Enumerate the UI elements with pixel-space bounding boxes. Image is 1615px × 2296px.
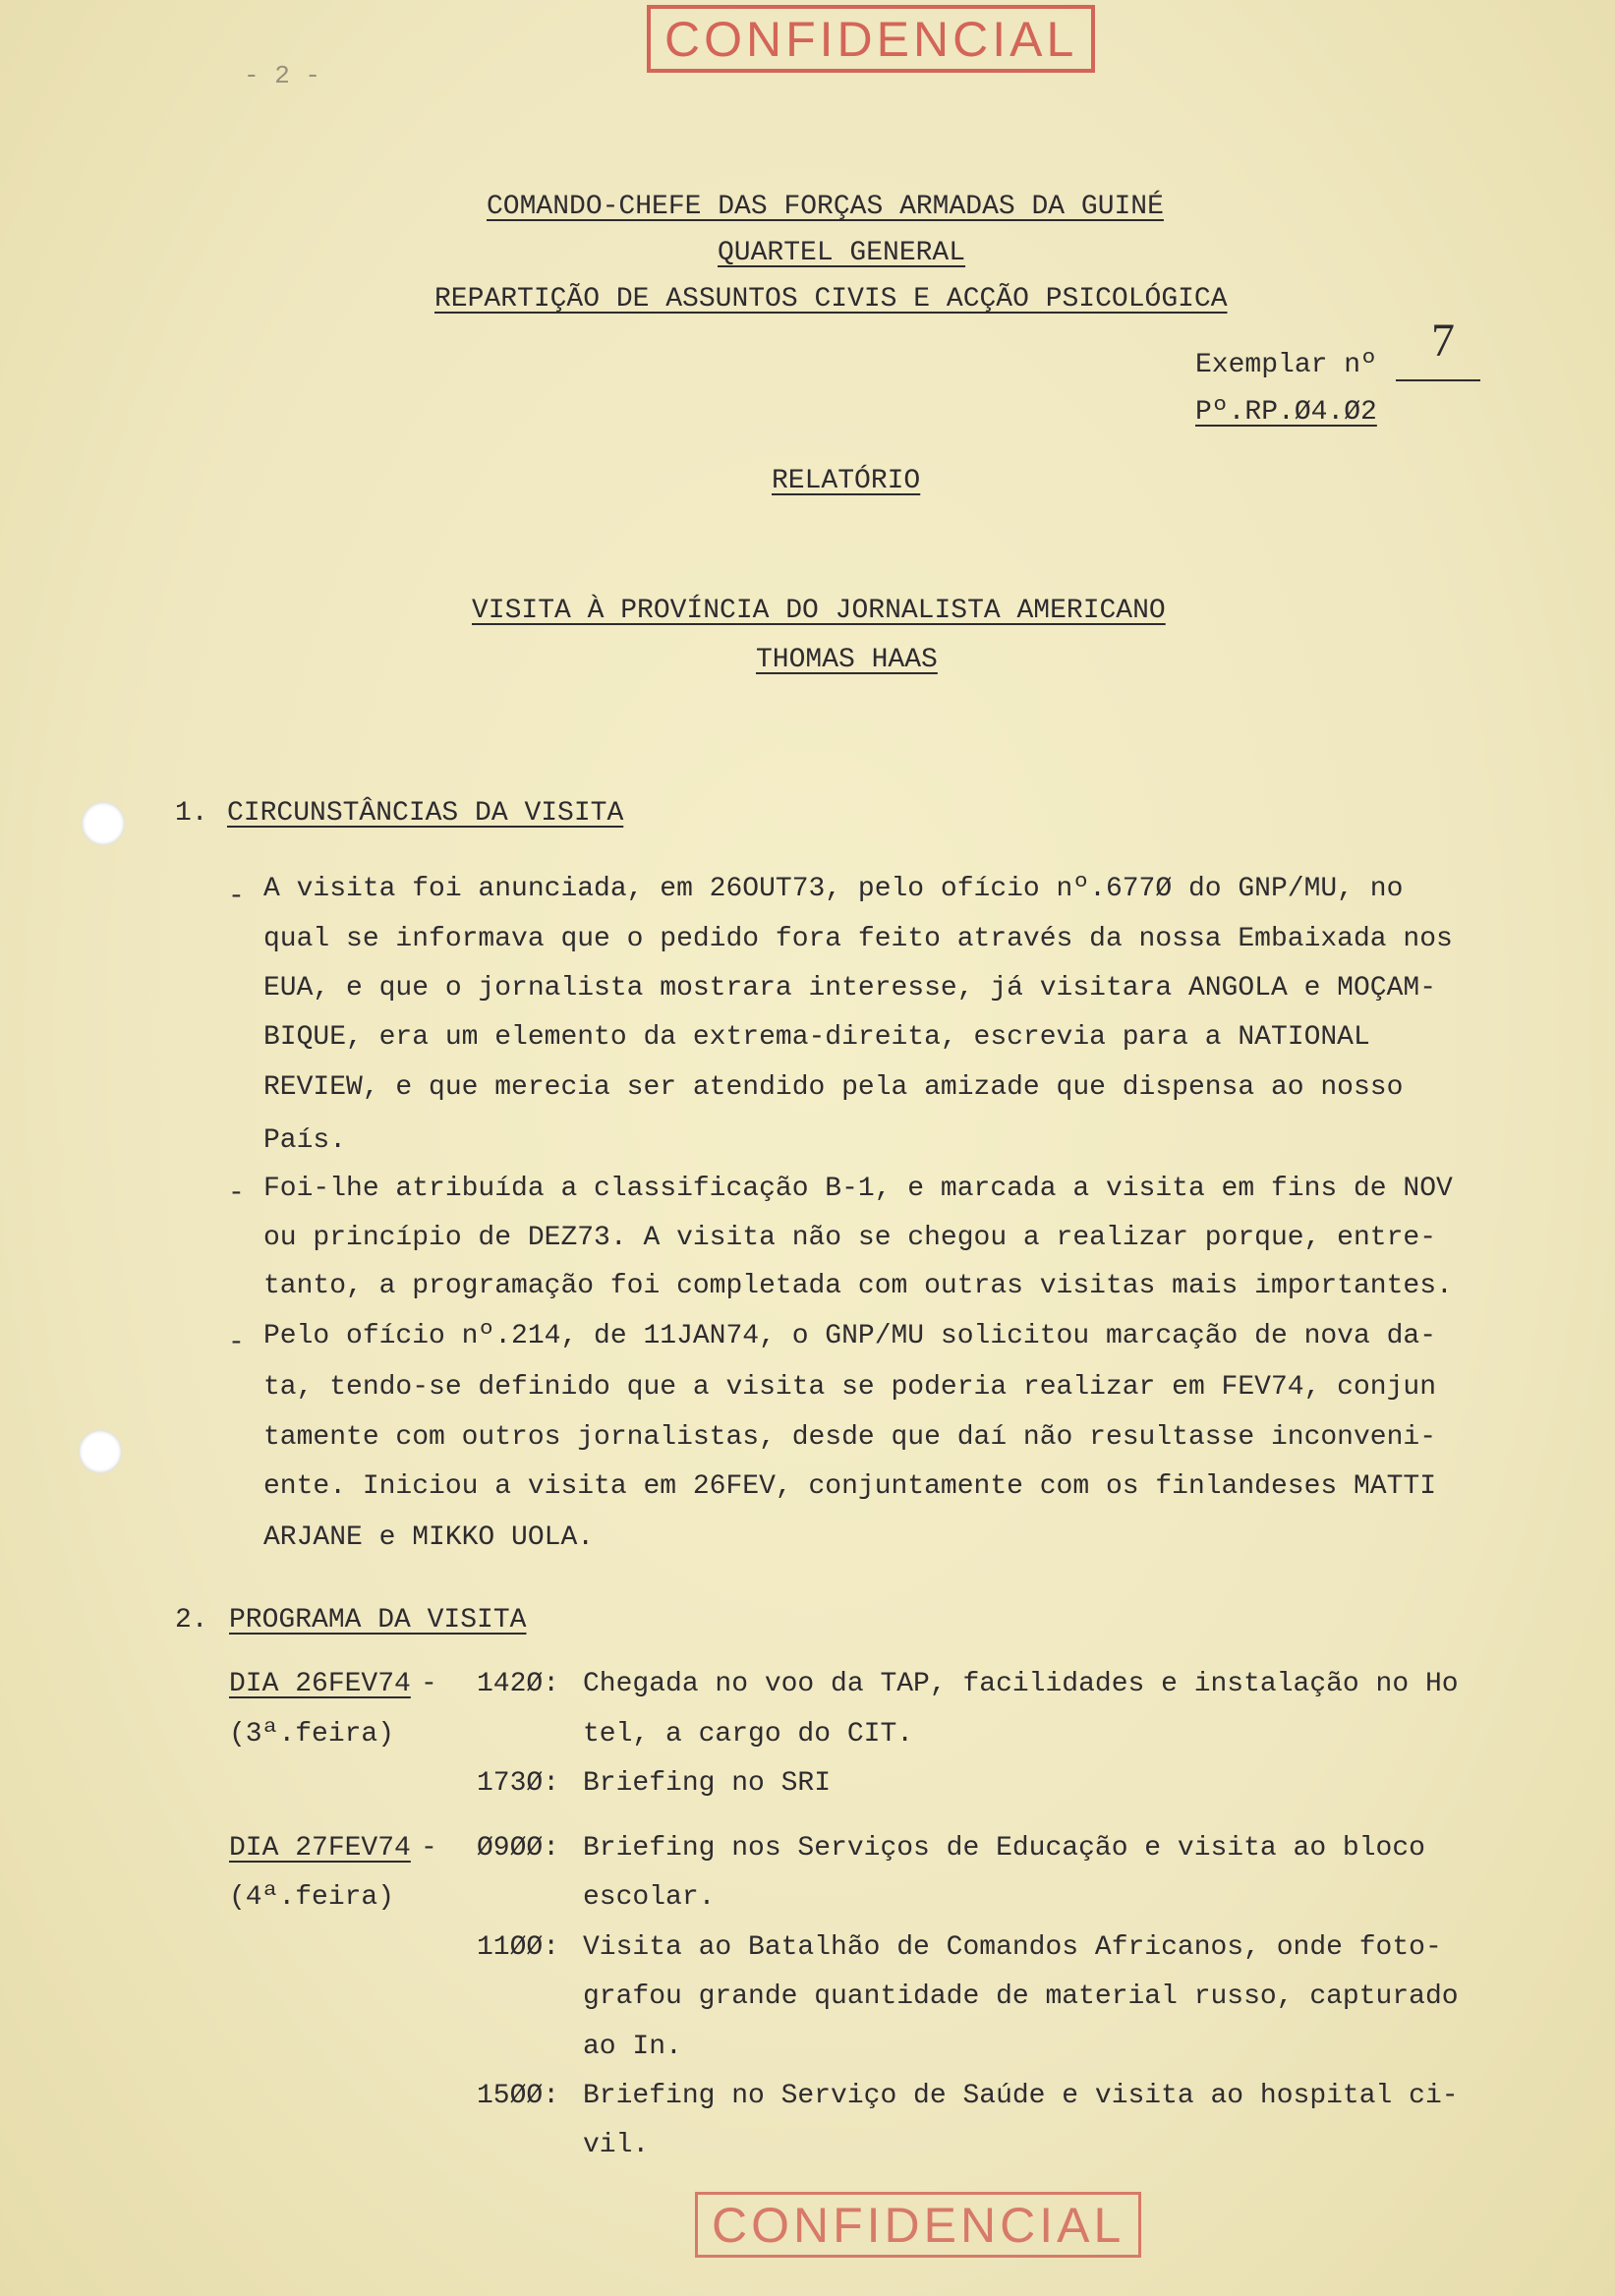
paragraph-line: qual se informava que o pedido fora feito através da nossa Embaixada nos xyxy=(263,924,1453,954)
paragraph-line: Foi-lhe atribuída a classificação B-1, e marcada a visita em fins de NOV xyxy=(263,1174,1453,1204)
document-title: VISITA À PROVÍNCIA DO JORNALISTA AMERICANO xyxy=(472,596,1166,626)
document-subtitle: THOMAS HAAS xyxy=(756,645,938,675)
section-2-number: 2. xyxy=(175,1605,208,1636)
paragraph-line: ente. Iniciou a visita em 26FEV, conjuntamente com os finlandeses MATTI xyxy=(263,1471,1436,1502)
event-line: tel, a cargo do CIT. xyxy=(583,1719,914,1750)
event-line: escolar. xyxy=(583,1882,716,1913)
punch-hole-bottom xyxy=(79,1430,122,1473)
paragraph-2-dash: - xyxy=(228,1178,245,1209)
confidential-stamp-top: CONFIDENCIAL xyxy=(647,5,1095,73)
paragraph-line: EUA, e que o jornalista mostrara interesse, já visitara ANGOLA e MOÇAM- xyxy=(263,973,1436,1004)
event-time: Ø9ØØ: xyxy=(477,1833,560,1864)
exemplar-label: Exemplar nº xyxy=(1195,350,1377,380)
day-date: DIA 26FEV74 xyxy=(229,1669,411,1699)
event-line: vil. xyxy=(583,2130,650,2160)
header-department: REPARTIÇÃO DE ASSUNTOS CIVIS E ACÇÃO PSICOLÓGICA xyxy=(434,284,1228,315)
punch-hole-top xyxy=(82,802,125,845)
paragraph-line: BIQUE, era um elemento da extrema-direita, escrevia para a NATIONAL xyxy=(263,1022,1370,1053)
page-number: - 2 - xyxy=(244,61,321,90)
paragraph-line: Pelo ofício nº.214, de 11JAN74, o GNP/MU solicitou marcação de nova da- xyxy=(263,1321,1436,1351)
day-separator: - xyxy=(421,1833,437,1864)
day-weekday: (4ª.feira) xyxy=(229,1882,395,1913)
paragraph-line: ARJANE e MIKKO UOLA. xyxy=(263,1522,595,1553)
event-line: Briefing no Serviço de Saúde e visita ao hospital ci- xyxy=(583,2081,1459,2111)
paragraph-line: ou princípio de DEZ73. A visita não se chegou a realizar porque, entre- xyxy=(263,1223,1436,1253)
event-time: 15ØØ: xyxy=(477,2081,560,2111)
event-line: ao In. xyxy=(583,2032,682,2062)
confidential-stamp-bottom: CONFIDENCIAL xyxy=(695,2192,1141,2258)
event-line: grafou grande quantidade de material russo, capturado xyxy=(583,1981,1459,2012)
paragraph-line: tamente com outros jornalistas, desde que daí não resultasse inconveni- xyxy=(263,1422,1436,1453)
header-command: COMANDO-CHEFE DAS FORÇAS ARMADAS DA GUINÉ xyxy=(487,192,1164,222)
section-1-heading: CIRCUNSTÂNCIAS DA VISITA xyxy=(227,798,624,829)
exemplar-number: 7 xyxy=(1431,315,1455,367)
paragraph-1-dash: - xyxy=(228,882,245,912)
event-line: Briefing no SRI xyxy=(583,1768,832,1799)
paragraph-line: País. xyxy=(263,1125,347,1156)
day-weekday: (3ª.feira) xyxy=(229,1719,395,1750)
event-time: 11ØØ: xyxy=(477,1932,560,1963)
event-time: 142Ø: xyxy=(477,1669,560,1699)
event-line: Chegada no voo da TAP, facilidades e instalação no Ho xyxy=(583,1669,1459,1699)
day-separator: - xyxy=(421,1669,437,1699)
event-line: Visita ao Batalhão de Comandos Africanos, onde foto- xyxy=(583,1932,1442,1963)
process-number: Pº.RP.Ø4.Ø2 xyxy=(1195,397,1377,428)
paragraph-3-dash: - xyxy=(228,1328,245,1358)
paragraph-line: ta, tendo-se definido que a visita se poderia realizar em FEV74, conjun xyxy=(263,1372,1436,1403)
event-line: Briefing nos Serviços de Educação e visita ao bloco xyxy=(583,1833,1425,1864)
header-quarter: QUARTEL GENERAL xyxy=(718,238,966,268)
event-time: 173Ø: xyxy=(477,1768,560,1799)
paragraph-line: A visita foi anunciada, em 26OUT73, pelo ofício nº.677Ø do GNP/MU, no xyxy=(263,874,1404,904)
paragraph-line: tanto, a programação foi completada com outras visitas mais importantes. xyxy=(263,1271,1453,1301)
paragraph-line: REVIEW, e que merecia ser atendido pela amizade que dispensa ao nosso xyxy=(263,1072,1404,1103)
section-2-heading: PROGRAMA DA VISITA xyxy=(229,1605,527,1636)
day-date: DIA 27FEV74 xyxy=(229,1833,411,1864)
document-type: RELATÓRIO xyxy=(772,466,921,496)
exemplar-number-underline xyxy=(1396,379,1480,381)
section-1-number: 1. xyxy=(175,798,208,829)
